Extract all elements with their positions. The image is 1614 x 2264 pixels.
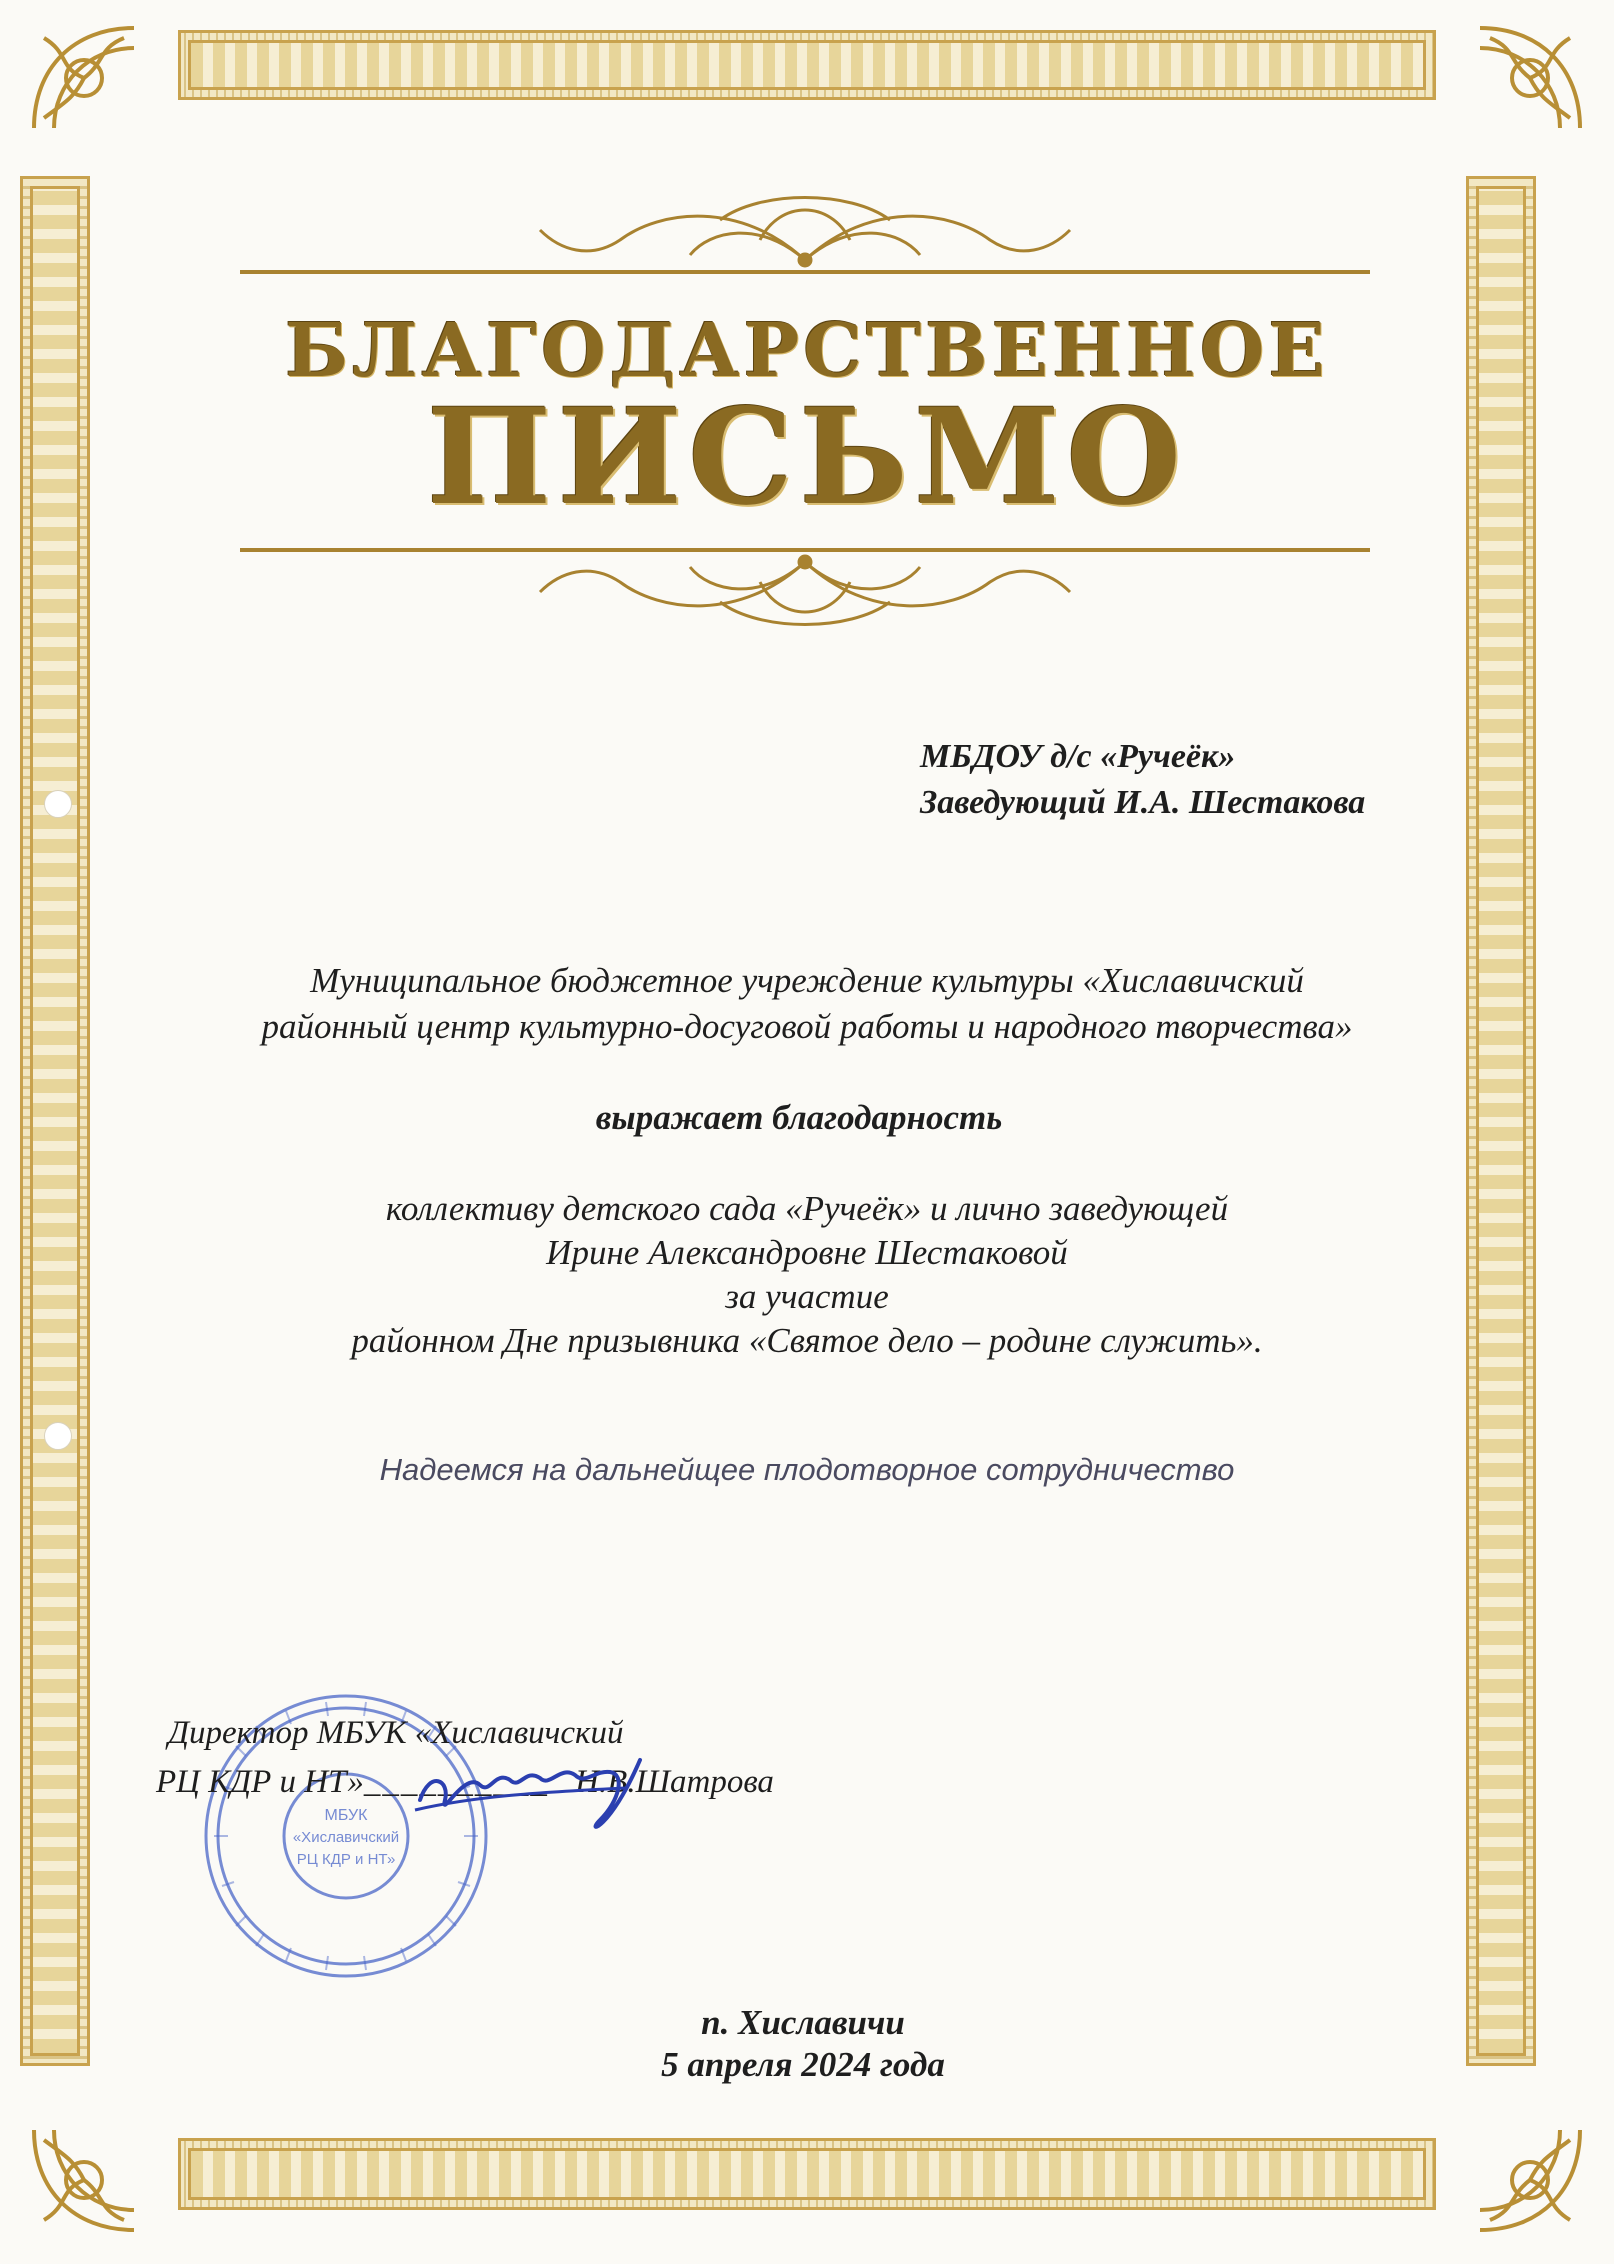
title-flourish-bottom bbox=[240, 540, 1370, 660]
signature-org: РЦ КДР и НТ» bbox=[156, 1764, 364, 1800]
ornament-corner-top-left bbox=[14, 8, 154, 148]
title-flourish-top bbox=[240, 180, 1370, 300]
bottom-border bbox=[178, 2138, 1436, 2210]
thanks-heading: выражает благодарность bbox=[595, 1098, 1003, 1137]
stamp-center-line-1: МБУК bbox=[324, 1807, 368, 1824]
body-line-3: за участие bbox=[725, 1277, 889, 1316]
top-border bbox=[178, 30, 1436, 100]
body-line-2: Ирине Александровне Шестаковой bbox=[546, 1233, 1068, 1272]
punch-hole-top bbox=[44, 790, 72, 818]
ornament-corner-bottom-left bbox=[14, 2110, 154, 2250]
title-line-1: БЛАГОДАРСТВЕННОЕ bbox=[285, 308, 1329, 394]
signature-blank: __________ bbox=[363, 1764, 549, 1800]
footer-date: 5 апреля 2024 года bbox=[661, 2045, 945, 2084]
title-line-2: ПИСЬМО bbox=[426, 380, 1188, 535]
stamp-center-line-2: «Хиславичский bbox=[292, 1829, 400, 1846]
stamp-center-line-3: РЦ КДР и НТ» bbox=[296, 1851, 396, 1868]
ornament-corner-bottom-right bbox=[1460, 2110, 1600, 2250]
handwritten-signature bbox=[410, 1740, 670, 1850]
signature-line-1: Директор МБУК «Хиславичский bbox=[168, 1715, 624, 1751]
footer-place: п. Хиславичи bbox=[701, 2003, 905, 2042]
issuer-line-2: районный центр культурно-досуговой работы и народного творчества» bbox=[261, 1007, 1353, 1046]
recipient-line-2: Заведующий И.А. Шестакова bbox=[920, 784, 1366, 821]
recipient-line-1: МБДОУ д/с «Ручеёк» bbox=[920, 738, 1236, 775]
signatory-name: Н.В.Шатрова bbox=[575, 1764, 774, 1800]
body-line-4: районном Дне призывника «Святое дело – родине служить». bbox=[351, 1321, 1263, 1360]
wish-line: Надеемся на дальнейщее плодотворное сотрудничество bbox=[379, 1452, 1235, 1487]
punch-hole-bottom bbox=[44, 1422, 72, 1450]
body-line-1: коллективу детского сада «Ручеёк» и лично заведующей bbox=[385, 1189, 1229, 1228]
ornament-corner-top-right bbox=[1460, 8, 1600, 148]
issuer-line-1: Муниципальное бюджетное учреждение культуры «Хиславичский bbox=[310, 961, 1304, 1000]
